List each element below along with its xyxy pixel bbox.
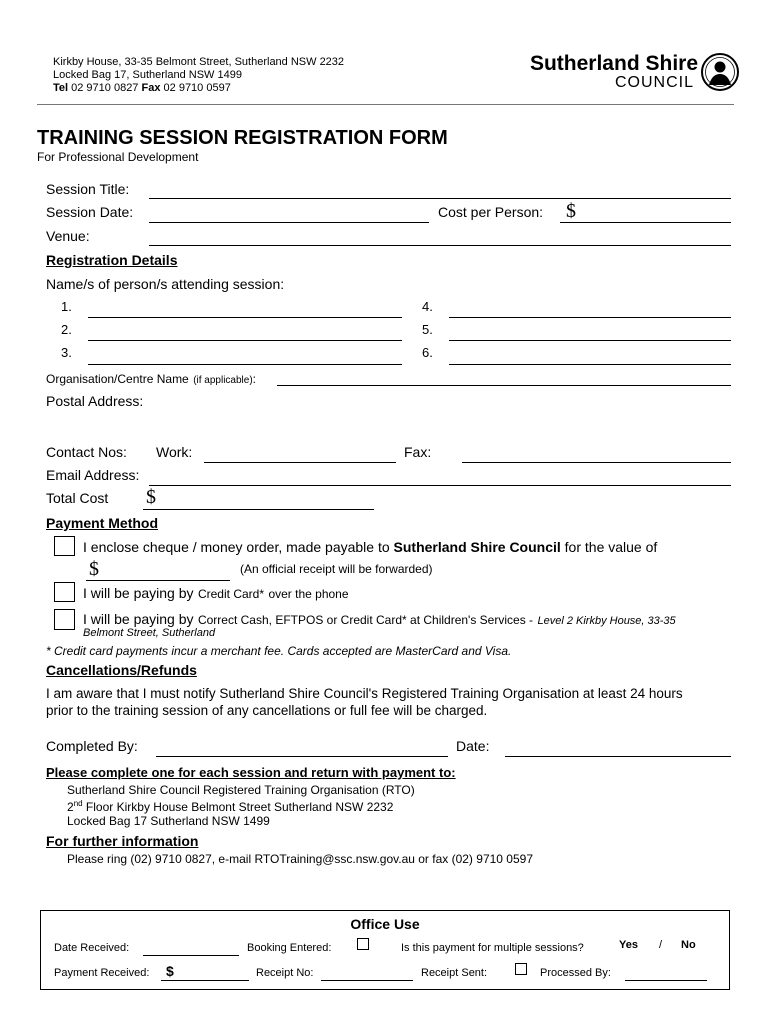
attendee-field-5[interactable]: [449, 340, 731, 341]
email-label: Email Address:: [46, 467, 140, 483]
contact-fax-field[interactable]: [462, 462, 731, 463]
postal-address-label: Postal Address:: [46, 393, 144, 409]
payment-received-dollar-sign: $: [166, 963, 174, 979]
phone-middle: Credit Card*: [197, 587, 264, 601]
attendee-field-3[interactable]: [88, 364, 402, 365]
total-cost-field[interactable]: [143, 509, 374, 510]
fax-value: 02 9710 0597: [163, 82, 231, 94]
payment-received-field[interactable]: [161, 980, 249, 981]
organisation-label: [46, 370, 256, 388]
cheque-checkbox[interactable]: [54, 536, 75, 556]
cash-location-2: Belmont Street, Sutherland: [83, 627, 216, 639]
session-date-label: Session Date:: [46, 204, 134, 220]
venue-field[interactable]: [149, 245, 731, 246]
cheque-amount-field[interactable]: [86, 580, 230, 581]
venue-label: Venue:: [46, 228, 90, 244]
attendee-field-1[interactable]: [88, 317, 402, 318]
cheque-suffix: for the value of: [564, 539, 658, 555]
organisation-label-text: Organisation/Centre Name: [46, 372, 189, 386]
office-use-box: [40, 910, 730, 990]
cost-per-person-label: Cost per Person:: [438, 204, 544, 220]
cancellation-line-1: I am aware that I must notify Sutherland Shire Council's Registered Training Organisation at least 24 hours: [46, 686, 683, 701]
total-cost-dollar-sign: $: [146, 486, 156, 508]
attendee-number-5: 5.: [422, 322, 433, 337]
address-line-2: Locked Bag 17, Sutherland NSW 1499: [53, 69, 242, 81]
phone-suffix: over the phone: [268, 587, 349, 601]
fax-label: Fax: [141, 82, 161, 94]
cancellation-line-2: prior to the training session of any cancellations or full fee will be charged.: [46, 703, 488, 718]
logo-title: Sutherland Shire: [529, 52, 698, 75]
attendee-field-2[interactable]: [88, 340, 402, 341]
attendee-number-6: 6.: [422, 345, 433, 360]
address-line-1: Kirkby House, 33-35 Belmont Street, Sutherland NSW 2232: [53, 56, 345, 68]
return-address: [67, 783, 415, 828]
names-label: Name/s of person/s attending session:: [46, 276, 285, 292]
session-title-field[interactable]: [149, 198, 731, 199]
registration-heading: Registration Details: [46, 252, 178, 268]
cost-dollar-sign: $: [566, 200, 576, 222]
yes-no-separator: /: [659, 939, 663, 951]
organisation-colon: :: [252, 372, 257, 386]
attendee-field-6[interactable]: [449, 364, 731, 365]
further-info-text: Please ring (02) 9710 0827, e-mail RTOTraining@ssc.nsw.gov.au or fax (02) 9710 0597: [67, 852, 533, 866]
completion-date-field[interactable]: [505, 756, 731, 757]
work-phone-field[interactable]: [204, 462, 396, 463]
receipt-note: (An official receipt will be forwarded): [240, 562, 433, 576]
return-heading: Please complete one for each session and return with payment to:: [46, 765, 456, 780]
page-subtitle: For Professional Development: [37, 150, 199, 164]
merchant-fee-note: * Credit card payments incur a merchant fee. Cards accepted are MasterCard and Visa.: [46, 644, 512, 658]
council-emblem-icon: [700, 52, 740, 92]
completed-by-label: Completed By:: [46, 738, 138, 754]
multiple-sessions-label: Is this payment for multiple sessions?: [401, 942, 584, 954]
attendee-field-4[interactable]: [449, 317, 731, 318]
date-received-label: Date Received:: [54, 942, 130, 954]
booking-entered-label: Booking Entered:: [247, 942, 332, 954]
office-use-title: Office Use: [350, 916, 420, 932]
contact-nos-label: Contact Nos:: [46, 444, 127, 460]
payment-received-label: Payment Received:: [54, 967, 150, 979]
return-line-2: [67, 797, 415, 814]
cancellations-heading: Cancellations/Refunds: [46, 662, 197, 678]
no-option[interactable]: No: [681, 939, 696, 951]
yes-option[interactable]: Yes: [619, 939, 638, 951]
cash-prefix: I will be paying by: [83, 611, 194, 627]
cheque-dollar-sign: $: [89, 558, 99, 580]
cash-middle: Correct Cash, EFTPOS or Credit Card* at Children's Services -: [197, 613, 534, 627]
total-cost-label: Total Cost: [46, 490, 109, 506]
receipt-no-label: Receipt No:: [256, 967, 314, 979]
tel-label: Tel: [53, 82, 69, 94]
completion-date-label: Date:: [456, 738, 490, 754]
return-line-3: Locked Bag 17 Sutherland NSW 1499: [67, 814, 270, 828]
attendee-number-4: 4.: [422, 299, 433, 314]
processed-by-field[interactable]: [625, 980, 707, 981]
tel-value: 02 9710 0827: [71, 82, 139, 94]
cash-payment-checkbox[interactable]: [54, 609, 75, 630]
attendee-number-1: 1.: [61, 299, 72, 314]
processed-by-label: Processed By:: [540, 967, 611, 979]
floor-suffix: nd: [73, 799, 83, 808]
council-logo: [520, 52, 740, 96]
completed-by-field[interactable]: [156, 756, 448, 757]
payment-heading: Payment Method: [46, 515, 159, 531]
cost-per-person-field[interactable]: [560, 222, 731, 223]
phone-prefix: I will be paying by: [83, 585, 194, 601]
receipt-sent-label: Receipt Sent:: [421, 967, 488, 979]
cash-location-1: Level 2 Kirkby House, 33-35: [537, 615, 676, 627]
page-title: TRAINING SESSION REGISTRATION FORM: [37, 127, 448, 149]
organisation-field[interactable]: [277, 385, 731, 386]
email-field[interactable]: [149, 485, 731, 486]
further-info-heading: For further information: [46, 833, 199, 849]
date-received-field[interactable]: [143, 955, 239, 956]
receipt-no-field[interactable]: [321, 980, 413, 981]
header-address: [53, 56, 344, 95]
attendee-number-3: 3.: [61, 345, 72, 360]
header-divider: [37, 104, 734, 105]
return-line-1: Sutherland Shire Council Registered Training Organisation (RTO): [67, 783, 415, 797]
cheque-text: I enclose cheque / money order, made payable to: [83, 539, 390, 555]
attendee-number-2: 2.: [61, 322, 72, 337]
contact-fax-label: Fax:: [404, 444, 432, 460]
organisation-note: (if applicable): [193, 375, 253, 386]
receipt-sent-checkbox[interactable]: [515, 963, 527, 975]
session-date-field[interactable]: [149, 222, 429, 223]
booking-entered-checkbox[interactable]: [357, 938, 369, 950]
work-label: Work:: [156, 444, 193, 460]
contact-line: [53, 82, 344, 95]
cheque-payee: Sutherland Shire Council: [393, 539, 561, 555]
floor-number: 2: [67, 800, 74, 814]
phone-payment-text: [83, 585, 349, 603]
cheque-option-text: [83, 539, 657, 555]
logo-subtitle: COUNCIL: [614, 74, 694, 91]
session-title-label: Session Title:: [46, 181, 130, 197]
phone-payment-checkbox[interactable]: [54, 582, 75, 602]
floor-address: Floor Kirkby House Belmont Street Sutherland NSW 2232: [82, 800, 394, 814]
